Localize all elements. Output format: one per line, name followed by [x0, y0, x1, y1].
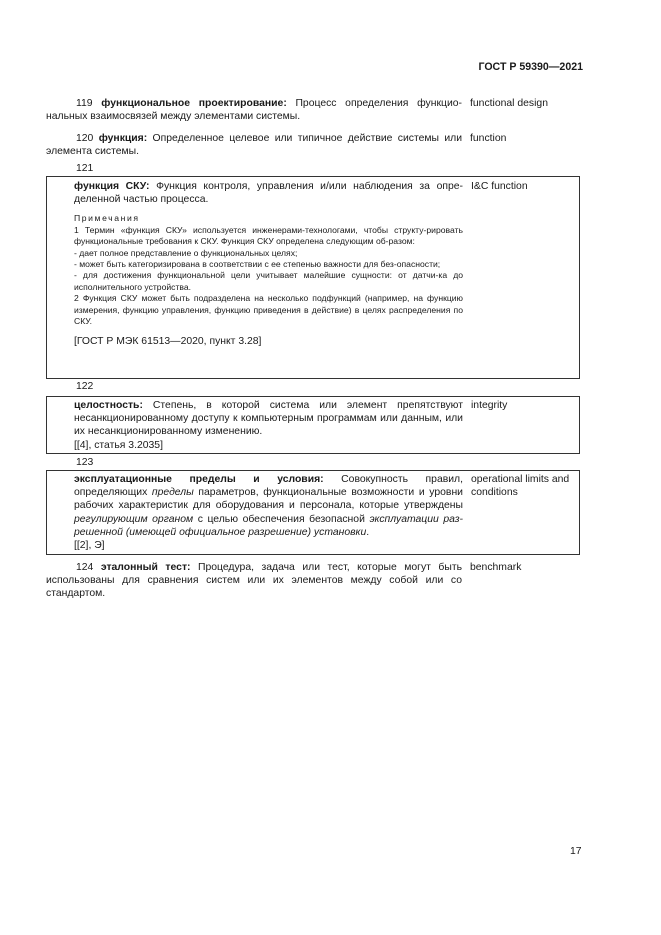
term-definition: Процесс определения функцио-нальных взаимосвязей между элементами системы. — [46, 98, 463, 123]
term-definition: Степень, в которой система или элемент препятствуют несанкционированному доступу к компьютерным программам или данным, или их несанкционированному изменению. — [74, 400, 464, 438]
term-definition-italic: пределы — [151, 487, 194, 499]
term-name: эталонный тест: — [100, 562, 191, 573]
note-item: - для достижения функциональной цели учитывает малейшие сущности: от датчи-ка до исполнительного устройства. — [74, 270, 463, 292]
term-entry-122 — [74, 399, 463, 452]
page-number: 17 — [570, 846, 582, 857]
term-source: [[2], Э] — [74, 540, 105, 552]
term-entry-121 — [74, 180, 463, 349]
term-english-124: benchmark — [470, 562, 522, 573]
term-name: эксплуатационные пределы и условия: — [74, 474, 324, 485]
term-name: функция: — [98, 133, 148, 144]
term-definition: Определенное целевое или типичное действие системы или элемента системы. — [46, 133, 463, 158]
term-source: [ГОСТ Р МЭК 61513—2020, пункт 3.28] — [74, 336, 262, 348]
term-definition-part: параметров, функциональные возможности и уровни рабочих характеристик для оборудования и персонала, которые утверждены — [74, 487, 463, 512]
term-number-121: 121 — [76, 163, 94, 174]
term-box-122 — [46, 396, 580, 454]
term-number: 119 — [76, 98, 93, 109]
term-box-121 — [46, 176, 580, 379]
note-item: - дает полное представление о функциональных целях; — [74, 247, 298, 258]
term-source: [[4], статья 3.2035] — [74, 439, 163, 451]
term-english-123: operational limits and conditions — [471, 474, 570, 499]
term-definition-italic: регулирующим органом — [74, 513, 194, 525]
term-number: 120 — [76, 133, 94, 144]
note-item: - может быть категоризирована в соответствии с ее степенью важности для без-опасности; — [74, 259, 441, 270]
term-name: функция СКУ: — [74, 181, 150, 192]
term-english-122: integrity — [471, 400, 508, 411]
term-number: 124 — [76, 562, 94, 573]
document-code: ГОСТ Р 59390—2021 — [478, 61, 583, 73]
notes-title: Примечания — [74, 213, 140, 224]
note-item: 2 Функция СКУ может быть подразделена на несколько подфункций (например, на функцию измерения, функцию управления, функцию приведения в действие) в целях распределения по СКУ. — [74, 293, 463, 327]
term-entry-123 — [74, 473, 463, 552]
term-number-123: 123 — [76, 457, 94, 468]
term-entry-119 — [46, 97, 462, 123]
term-definition-part: Совокупность правил, определяющих — [74, 474, 463, 499]
term-notes — [74, 213, 463, 327]
term-definition-part: . — [366, 526, 370, 538]
term-name: целостность: — [74, 400, 143, 411]
term-entry-124 — [46, 561, 462, 601]
term-english-119: functional design — [470, 98, 548, 109]
term-number-122: 122 — [76, 381, 94, 392]
term-definition: Функция контроля, управления и/или наблюдения за опре-деленной частью процесса. — [74, 181, 463, 206]
term-entry-120 — [46, 132, 462, 158]
term-box-123 — [46, 470, 580, 555]
term-name: функциональное проектирование: — [101, 98, 287, 109]
note-item: 1 Термин «функция СКУ» используется инженерами-технологами, чтобы структу-рировать функциональные требования к СКУ. Функция СКУ определена следующим об-разом: — [74, 224, 463, 247]
term-definition-italic: эксплуатации раз-решенной (имеющей официальное разрешение) установки — [74, 513, 463, 538]
term-english-121: I&C function — [471, 181, 528, 192]
term-definition-part: с целью обеспечения безопасной — [193, 513, 370, 525]
term-english-120: function — [470, 133, 507, 144]
term-definition: Процедура, задача или тест, которые могут быть использованы для сравнения систем или их элементов между собой или со стандартом. — [46, 562, 463, 600]
